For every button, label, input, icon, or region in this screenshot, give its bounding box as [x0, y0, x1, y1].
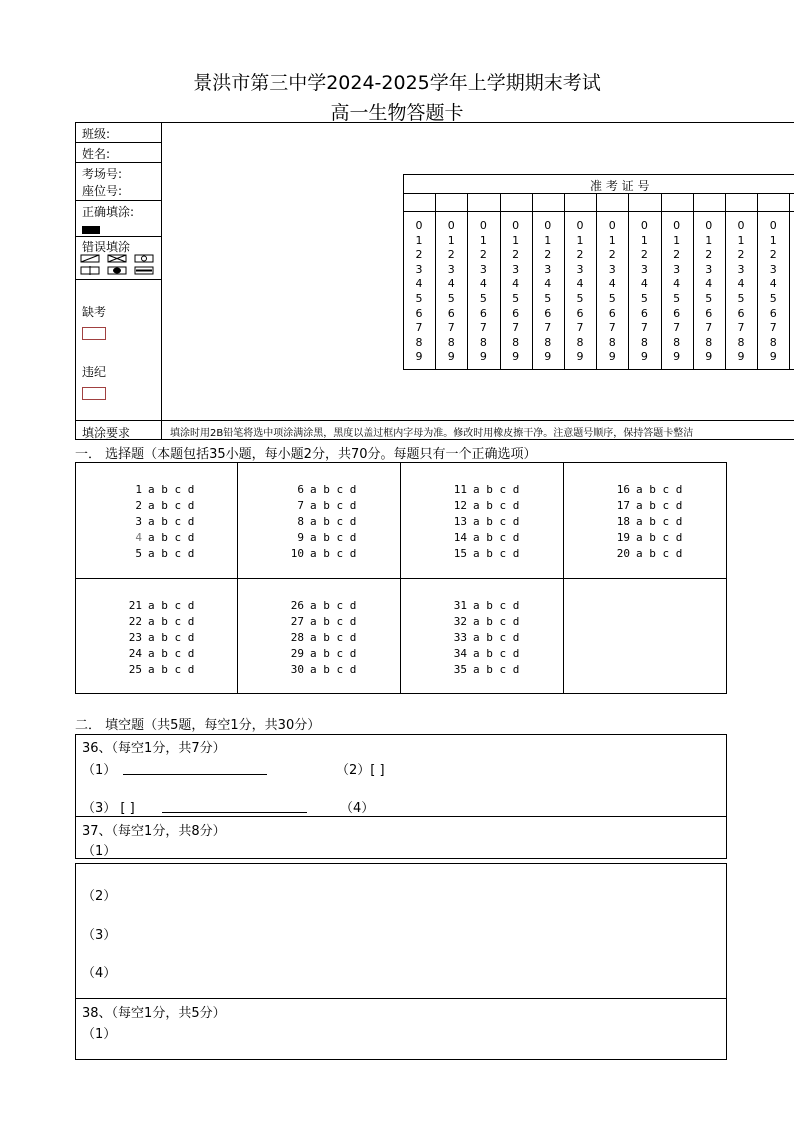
admission-digit[interactable]: 6 — [640, 306, 648, 320]
admission-digit[interactable]: 7 — [415, 321, 423, 335]
admission-digit[interactable]: 5 — [640, 292, 648, 305]
choice-options[interactable]: a b c d — [148, 631, 195, 644]
admission-digit[interactable]: 9 — [479, 350, 487, 364]
choice-row[interactable] — [120, 498, 194, 514]
choice-row[interactable] — [608, 514, 682, 530]
question-number: 9 — [297, 531, 304, 544]
choice-row[interactable] — [608, 546, 682, 562]
choice-options[interactable]: a b c d — [148, 515, 195, 528]
admission-digit[interactable]: 5 — [737, 292, 745, 305]
choice-row[interactable] — [282, 662, 356, 678]
admission-digit[interactable]: 9 — [544, 350, 552, 364]
admission-digit[interactable]: 1 — [576, 233, 584, 247]
admission-digit[interactable]: 2 — [705, 248, 713, 262]
choice-options[interactable]: a b c d — [636, 531, 683, 544]
question-number: 5 — [135, 547, 142, 560]
admission-digit[interactable]: 9 — [705, 350, 713, 364]
question-number: 25 — [128, 663, 142, 676]
requirement-text: 填涂时用2B铅笔将选中项涂满涂黑，黑度以盖过框内字母为准。修改时用橡皮擦干净。注意题号顺序，保持答题卡整洁 — [170, 428, 694, 439]
admission-digit[interactable]: 8 — [544, 335, 552, 349]
choice-options[interactable]: a b c d — [310, 663, 357, 676]
admission-digit[interactable]: 0 — [737, 219, 745, 232]
correct-fill-label: 正确填涂: — [82, 205, 135, 219]
admission-digit[interactable]: 7 — [576, 321, 584, 335]
question-number: 11 — [453, 483, 467, 496]
question-number: 27 — [290, 615, 304, 628]
admission-digit[interactable]: 1 — [673, 233, 681, 247]
admission-digit[interactable]: 0 — [608, 219, 616, 232]
choice-row[interactable] — [282, 614, 356, 630]
admission-digit[interactable]: 0 — [479, 219, 487, 232]
admission-digit[interactable]: 3 — [737, 262, 745, 276]
admission-digit[interactable]: 7 — [769, 321, 777, 335]
question-number: 31 — [453, 599, 467, 612]
admission-digit[interactable]: 4 — [576, 277, 584, 291]
choice-options[interactable]: a b c d — [636, 483, 683, 496]
q36-part1-answer-line[interactable] — [123, 774, 267, 775]
admission-digit[interactable]: 1 — [608, 233, 616, 247]
admission-digit[interactable]: 5 — [479, 292, 487, 305]
admission-digit[interactable]: 1 — [769, 233, 777, 247]
admission-digit[interactable]: 5 — [673, 292, 681, 305]
q38-header: 38、（每空1分，共5分） — [82, 1006, 226, 1021]
class-label: 班级: — [82, 127, 111, 141]
choice-options[interactable]: a b c d — [473, 531, 520, 544]
admission-digit[interactable]: 2 — [608, 248, 616, 262]
admission-digit[interactable]: 2 — [415, 248, 423, 262]
q37-q38-box — [75, 863, 727, 1060]
admission-title: 准 考 证 号 — [590, 179, 650, 193]
question-number: 35 — [453, 663, 467, 676]
admission-digit[interactable]: 6 — [608, 306, 616, 320]
admission-digit[interactable]: 6 — [737, 306, 745, 320]
admission-digit[interactable]: 1 — [415, 233, 423, 247]
admission-digit[interactable]: 6 — [415, 306, 423, 320]
admission-digit[interactable]: 4 — [544, 277, 552, 291]
admission-digit[interactable]: 2 — [447, 248, 455, 262]
choice-options[interactable]: a b c d — [473, 599, 520, 612]
admission-digit[interactable]: 3 — [447, 262, 455, 276]
choice-row[interactable] — [608, 498, 682, 514]
q36-part1-label: （1） — [82, 763, 117, 778]
choice-row[interactable] — [120, 614, 194, 630]
admission-digit[interactable]: 2 — [673, 248, 681, 262]
choice-options[interactable]: a b c d — [148, 599, 195, 612]
admission-digit[interactable]: 1 — [640, 233, 648, 247]
admission-digit[interactable]: 4 — [640, 277, 648, 291]
exam-title: 景洪市第三中学2024-2025学年上学期期末考试 — [193, 72, 601, 94]
choice-row[interactable] — [282, 630, 356, 646]
question-number: 24 — [128, 647, 142, 660]
question-number: 32 — [453, 615, 467, 628]
choice-options[interactable]: a b c d — [636, 515, 683, 528]
admission-digit[interactable]: 5 — [544, 292, 552, 305]
admission-digit[interactable]: 8 — [705, 335, 713, 349]
choice-row[interactable] — [445, 598, 519, 614]
admission-digit[interactable]: 9 — [447, 350, 455, 364]
question-number: 30 — [290, 663, 304, 676]
choice-options[interactable]: a b c d — [148, 499, 195, 512]
question-number: 22 — [128, 615, 142, 628]
exam-subtitle: 高一生物答题卡 — [330, 102, 464, 124]
choice-row[interactable] — [282, 598, 356, 614]
q36-part4-label: （4） — [340, 801, 375, 816]
choice-row[interactable] — [120, 630, 194, 646]
choice-row[interactable] — [282, 530, 356, 546]
choice-row[interactable] — [445, 514, 519, 530]
choice-row[interactable] — [608, 482, 682, 498]
choice-row[interactable] — [120, 514, 194, 530]
admission-digit[interactable]: 4 — [415, 277, 423, 291]
admission-digit[interactable]: 4 — [673, 277, 681, 291]
question-number: 6 — [297, 483, 304, 496]
admission-digit[interactable]: 2 — [544, 248, 552, 262]
question-number: 10 — [290, 547, 304, 560]
question-number: 8 — [297, 515, 304, 528]
admission-digit[interactable]: 1 — [705, 233, 713, 247]
question-number: 18 — [616, 515, 630, 528]
question-number: 13 — [453, 515, 467, 528]
admission-digit[interactable]: 6 — [479, 306, 487, 320]
choice-options[interactable]: a b c d — [473, 483, 520, 496]
choice-row[interactable] — [120, 598, 194, 614]
admission-digit[interactable]: 7 — [737, 321, 745, 335]
admission-digit[interactable]: 9 — [512, 350, 520, 364]
choice-row[interactable] — [445, 482, 519, 498]
admission-digit[interactable]: 3 — [576, 262, 584, 276]
choice-row[interactable] — [608, 530, 682, 546]
question-number: 7 — [297, 499, 304, 512]
admission-digit[interactable]: 8 — [479, 335, 487, 349]
admission-digit[interactable]: 9 — [737, 350, 745, 364]
admission-digit[interactable]: 4 — [737, 277, 745, 291]
admission-digit[interactable]: 8 — [769, 335, 777, 349]
admission-digit[interactable]: 8 — [608, 335, 616, 349]
violation-checkbox[interactable] — [82, 387, 106, 400]
admission-digit[interactable]: 1 — [737, 233, 745, 247]
admission-digit[interactable]: 5 — [415, 292, 423, 305]
admission-digit[interactable]: 0 — [415, 219, 423, 232]
admission-digit[interactable]: 8 — [673, 335, 681, 349]
admission-digit[interactable]: 3 — [640, 262, 648, 276]
admission-digit[interactable]: 7 — [608, 321, 616, 335]
admission-digit[interactable]: 7 — [705, 321, 713, 335]
question-number: 4 — [135, 531, 142, 544]
choice-options[interactable]: a b c d — [473, 647, 520, 660]
question-number: 3 — [135, 515, 142, 528]
admission-digit[interactable]: 1 — [479, 233, 487, 247]
choice-row[interactable] — [445, 646, 519, 662]
admission-digit[interactable]: 6 — [512, 306, 520, 320]
admission-digit[interactable]: 4 — [479, 277, 487, 291]
admission-digit[interactable]: 4 — [705, 277, 713, 291]
admission-digit[interactable]: 7 — [447, 321, 455, 335]
question-number: 2 — [135, 499, 142, 512]
admission-digit[interactable]: 9 — [673, 350, 681, 364]
admission-digit[interactable]: 3 — [608, 262, 616, 276]
choice-row[interactable] — [445, 662, 519, 678]
question-number: 17 — [616, 499, 630, 512]
admission-digit[interactable]: 2 — [640, 248, 648, 262]
admission-digit[interactable]: 9 — [640, 350, 648, 364]
admission-digit[interactable]: 5 — [512, 292, 520, 305]
choice-row[interactable] — [120, 662, 194, 678]
admission-digit[interactable]: 4 — [769, 277, 777, 291]
choice-options[interactable]: a b c d — [310, 531, 357, 544]
admission-digit[interactable]: 8 — [640, 335, 648, 349]
q36-part3-answer-line[interactable] — [162, 812, 307, 813]
choice-row[interactable] — [120, 646, 194, 662]
name-label: 姓名: — [82, 147, 111, 161]
admission-digit[interactable]: 1 — [544, 233, 552, 247]
admission-digit[interactable]: 6 — [769, 306, 777, 320]
choice-options[interactable]: a b c d — [148, 663, 195, 676]
violation-label: 违纪 — [82, 365, 107, 379]
admission-digit[interactable]: 3 — [673, 262, 681, 276]
admission-digit[interactable]: 0 — [640, 219, 648, 232]
question-number: 1 — [135, 483, 142, 496]
admission-digit[interactable]: 8 — [415, 335, 423, 349]
admission-digit[interactable]: 2 — [479, 248, 487, 262]
q37-part3-label: （3） — [82, 928, 117, 943]
choice-options[interactable]: a b c d — [148, 547, 195, 560]
admission-digit[interactable]: 3 — [512, 262, 520, 276]
admission-digit[interactable]: 8 — [447, 335, 455, 349]
choice-row[interactable] — [120, 482, 194, 498]
room-label: 考场号: — [82, 167, 123, 181]
question-number: 15 — [453, 547, 467, 560]
choice-options[interactable]: a b c d — [310, 615, 357, 628]
choice-options[interactable]: a b c d — [473, 515, 520, 528]
admission-digit[interactable]: 5 — [576, 292, 584, 305]
choice-row[interactable] — [445, 498, 519, 514]
question-number: 19 — [616, 531, 630, 544]
admission-digit[interactable]: 4 — [447, 277, 455, 291]
admission-digit[interactable]: 9 — [608, 350, 616, 364]
choice-options[interactable]: a b c d — [310, 599, 357, 612]
admission-digit[interactable]: 0 — [769, 219, 777, 232]
admission-digit[interactable]: 0 — [512, 219, 520, 232]
choice-options[interactable]: a b c d — [310, 631, 357, 644]
admission-digit[interactable]: 9 — [415, 350, 423, 364]
q36-part2-label[interactable]: （2）[ ] — [336, 763, 385, 778]
q36-header: 36、（每空1分，共7分） — [82, 741, 226, 756]
admission-digit[interactable]: 9 — [769, 350, 777, 364]
wrong-fill-label: 错误填涂 — [82, 240, 131, 254]
choice-options[interactable]: a b c d — [473, 631, 520, 644]
question-number: 29 — [290, 647, 304, 660]
q37-part1-label: （1） — [82, 844, 117, 859]
choice-row[interactable] — [445, 614, 519, 630]
wrong-fill-samples-icon — [80, 254, 156, 276]
admission-digit[interactable]: 6 — [576, 306, 584, 320]
admission-digit[interactable]: 2 — [512, 248, 520, 262]
admission-digit[interactable]: 5 — [769, 292, 777, 305]
choice-options[interactable]: a b c d — [310, 647, 357, 660]
choice-options[interactable]: a b c d — [310, 499, 357, 512]
absent-label: 缺考 — [82, 305, 107, 319]
choice-row[interactable] — [445, 530, 519, 546]
q37-header: 37、（每空1分，共8分） — [82, 824, 226, 839]
admission-digit[interactable]: 2 — [737, 248, 745, 262]
admission-digit[interactable]: 0 — [705, 219, 713, 232]
choice-row[interactable] — [120, 546, 194, 562]
admission-digit[interactable]: 5 — [608, 292, 616, 305]
admission-digit[interactable]: 3 — [544, 262, 552, 276]
question-number: 14 — [453, 531, 467, 544]
admission-digit[interactable]: 0 — [576, 219, 584, 232]
choice-options[interactable]: a b c d — [148, 615, 195, 628]
choice-options[interactable]: a b c d — [148, 531, 195, 544]
admission-digit[interactable]: 3 — [769, 262, 777, 276]
question-number: 12 — [453, 499, 467, 512]
admission-digit[interactable]: 5 — [447, 292, 455, 305]
admission-digit[interactable]: 7 — [640, 321, 648, 335]
admission-digit[interactable]: 7 — [544, 321, 552, 335]
question-number: 34 — [453, 647, 467, 660]
admission-digit[interactable]: 6 — [447, 306, 455, 320]
admission-digit[interactable]: 8 — [576, 335, 584, 349]
q38-part1-label: （1） — [82, 1027, 117, 1042]
choice-row[interactable] — [282, 546, 356, 562]
choice-options[interactable]: a b c d — [473, 663, 520, 676]
question-number: 33 — [453, 631, 467, 644]
correct-fill-sample-icon — [82, 226, 100, 234]
admission-digit[interactable]: 8 — [512, 335, 520, 349]
admission-digit[interactable]: 7 — [479, 321, 487, 335]
question-number: 21 — [128, 599, 142, 612]
question-number: 26 — [290, 599, 304, 612]
admission-digit[interactable]: 3 — [479, 262, 487, 276]
choice-options[interactable]: a b c d — [310, 547, 357, 560]
choice-row[interactable] — [282, 514, 356, 530]
admission-digit[interactable]: 4 — [512, 277, 520, 291]
choice-options[interactable]: a b c d — [148, 483, 195, 496]
q37-part4-label: （4） — [82, 966, 117, 981]
choice-row[interactable] — [445, 546, 519, 562]
section2-title: 二． 填空题（共5题，每空1分，共30分） — [75, 718, 321, 733]
choice-options[interactable]: a b c d — [636, 499, 683, 512]
admission-digit[interactable]: 2 — [576, 248, 584, 262]
choice-row[interactable] — [282, 482, 356, 498]
choice-options[interactable]: a b c d — [473, 615, 520, 628]
choice-options[interactable]: a b c d — [310, 515, 357, 528]
choice-options[interactable]: a b c d — [148, 647, 195, 660]
admission-digit[interactable]: 1 — [512, 233, 520, 247]
admission-digit[interactable]: 0 — [544, 219, 552, 232]
admission-digit[interactable]: 5 — [705, 292, 713, 305]
section1-title: 一． 选择题（本题包括35小题，每小题2分，共70分。每题只有一个正确选项） — [75, 447, 537, 462]
q37-part2-label: （2） — [82, 889, 117, 904]
choice-row[interactable] — [282, 498, 356, 514]
admission-digit[interactable]: 2 — [769, 248, 777, 262]
choice-row[interactable] — [445, 630, 519, 646]
admission-digit[interactable]: 7 — [512, 321, 520, 335]
question-number: 20 — [616, 547, 630, 560]
admission-digit[interactable]: 9 — [576, 350, 584, 364]
admission-digit[interactable]: 6 — [673, 306, 681, 320]
requirement-label: 填涂要求 — [82, 426, 131, 440]
admission-digit[interactable]: 0 — [447, 219, 455, 232]
seat-label: 座位号: — [82, 184, 123, 198]
admission-digit[interactable]: 0 — [673, 219, 681, 232]
admission-digit[interactable]: 3 — [705, 262, 713, 276]
choice-row[interactable] — [120, 530, 194, 546]
admission-digit[interactable]: 3 — [415, 262, 423, 276]
choice-options[interactable]: a b c d — [310, 483, 357, 496]
choice-options[interactable]: a b c d — [473, 499, 520, 512]
admission-digit[interactable]: 6 — [705, 306, 713, 320]
admission-digit[interactable]: 1 — [447, 233, 455, 247]
q36-part3-label[interactable]: （3） [ ] — [82, 801, 135, 816]
question-number: 28 — [290, 631, 304, 644]
absent-checkbox[interactable] — [82, 327, 106, 340]
admission-digit[interactable]: 7 — [673, 321, 681, 335]
admission-digit[interactable]: 8 — [737, 335, 745, 349]
question-number: 16 — [616, 483, 630, 496]
question-number: 23 — [128, 631, 142, 644]
choice-options[interactable]: a b c d — [473, 547, 520, 560]
choice-options[interactable]: a b c d — [636, 547, 683, 560]
admission-digit[interactable]: 6 — [544, 306, 552, 320]
choice-row[interactable] — [282, 646, 356, 662]
admission-digit[interactable]: 4 — [608, 277, 616, 291]
